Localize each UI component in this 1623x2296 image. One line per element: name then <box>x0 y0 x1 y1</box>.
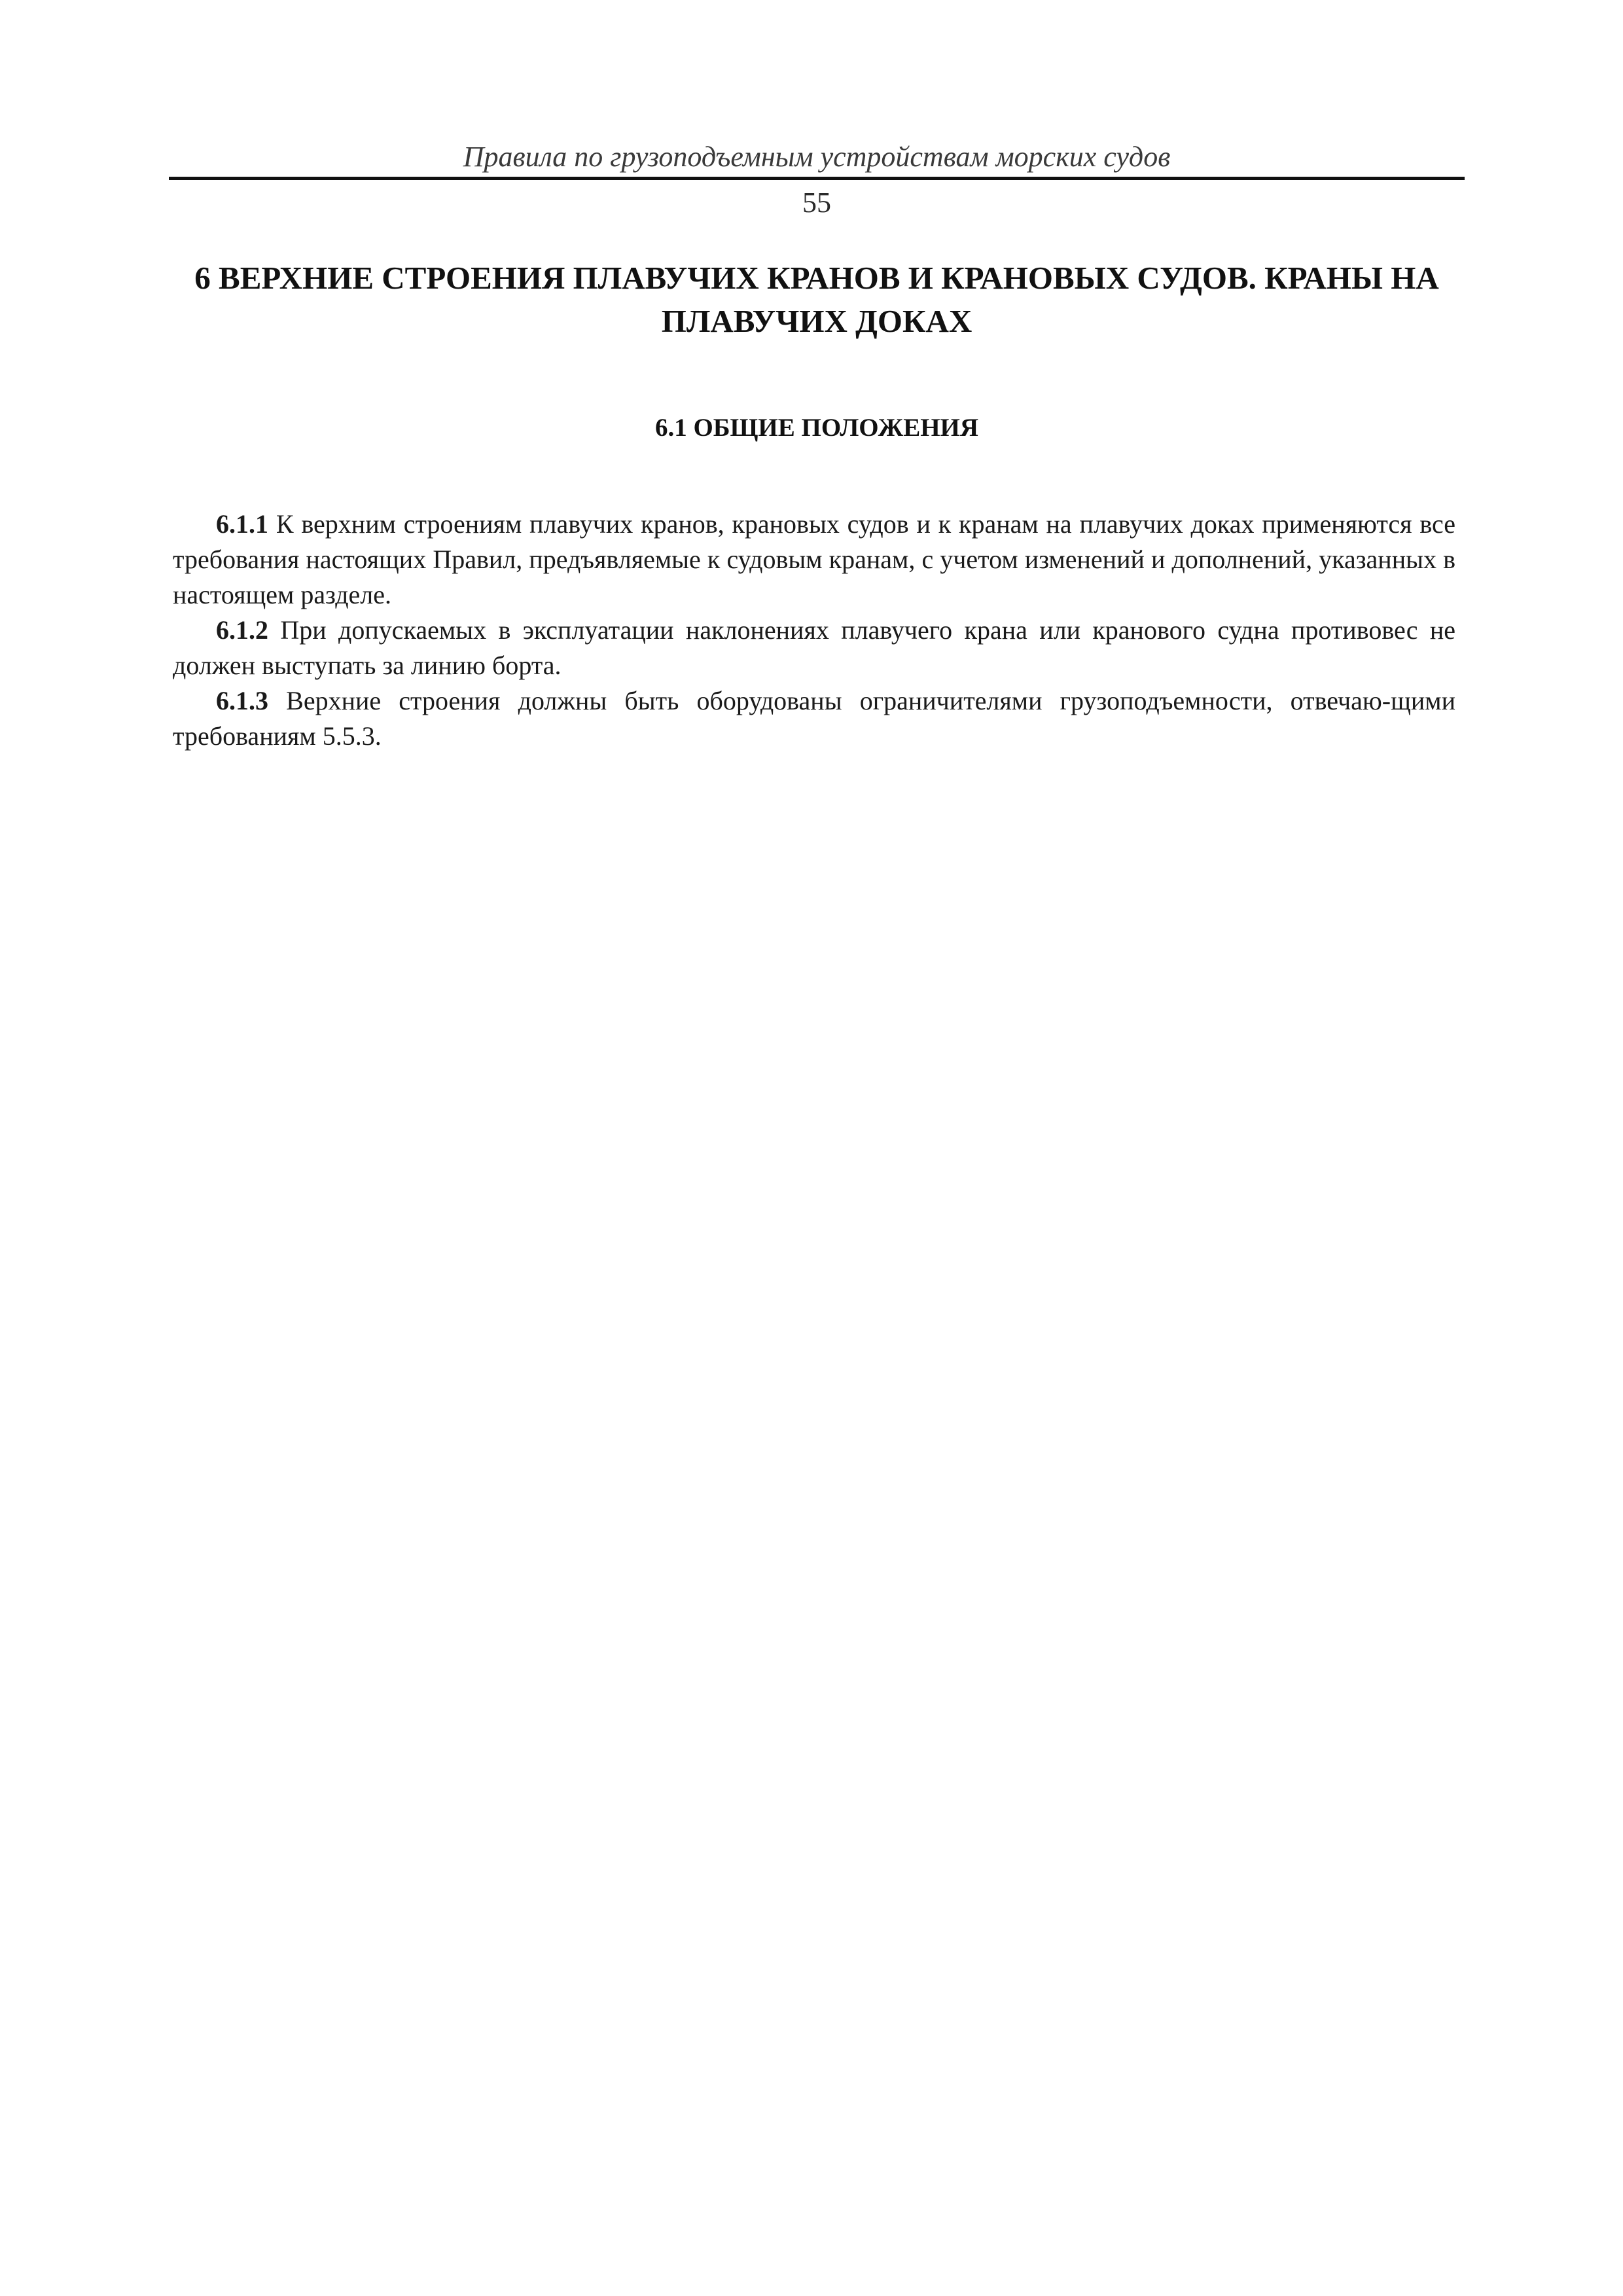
clause-6-1-3 <box>173 683 1455 754</box>
running-header: Правила по грузоподъемным устройствам морских судов <box>463 141 1171 173</box>
chapter-title: 6 ВЕРХНИЕ СТРОЕНИЯ ПЛАВУЧИХ КРАНОВ И КРАНОВЫХ СУДОВ. КРАНЫ НА ПЛАВУЧИХ ДОКАХ <box>194 260 1439 339</box>
section-body <box>173 507 1455 754</box>
clause-6-1-1 <box>173 507 1455 613</box>
clause-number: 6.1.1 <box>216 509 268 539</box>
clause-6-1-2 <box>173 613 1455 683</box>
clause-text: Верхние строения должны быть оборудованы ограничителями грузоподъемности, отвечаю-щими требованиям 5.5.3. <box>173 686 1455 751</box>
clause-text: При допускаемых в эксплуатации наклонениях плавучего крана или кранового судна противовес не должен выступать за линию борта. <box>173 615 1456 680</box>
header-divider <box>169 177 1465 180</box>
clause-number: 6.1.2 <box>216 615 268 645</box>
clause-number: 6.1.3 <box>216 686 268 715</box>
section-title: 6.1 ОБЩИЕ ПОЛОЖЕНИЯ <box>654 414 979 442</box>
clause-text: К верхним строениям плавучих кранов, крановых судов и к кранам на плавучих доках применяются все требования настоящих Правил, предъявляемые к судовым кранам, с учетом изменений и дополнений, указанных в настоящем разделе. <box>173 509 1455 609</box>
page-number: 55 <box>802 187 831 219</box>
